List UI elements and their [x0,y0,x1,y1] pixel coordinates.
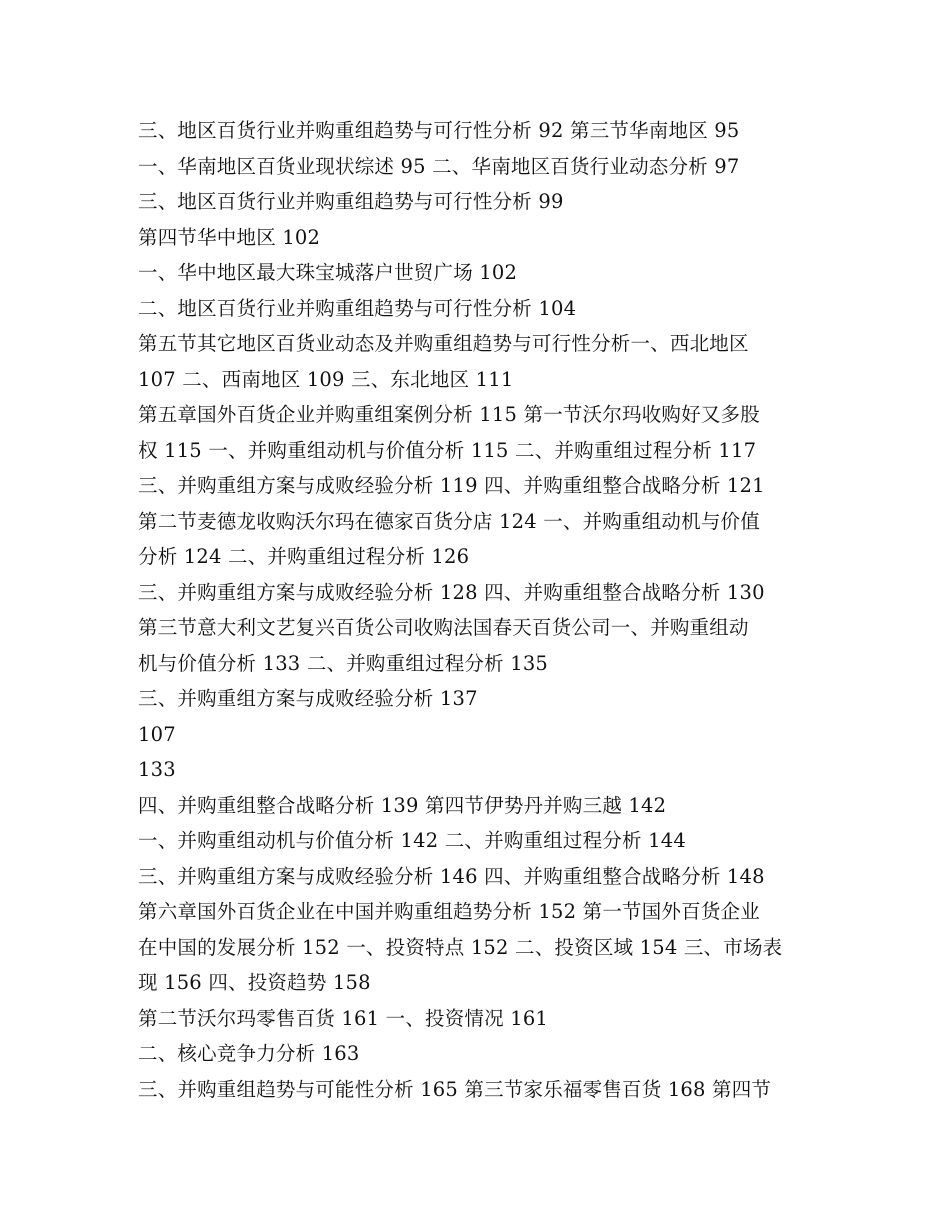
text-line: 三、并购重组方案与成败经验分析 137 [138,687,478,710]
text-line: 三、地区百货行业并购重组趋势与可行性分析 92 第三节华南地区 95 [138,119,740,142]
text-line: 二、地区百货行业并购重组趋势与可行性分析 104 [138,296,577,320]
text-line: 第六章国外百货企业在中国并购重组趋势分析 152 第一节国外百货企业 [138,900,760,923]
text-line: 三、并购重组方案与成败经验分析 146 四、并购重组整合战略分析 148 [138,864,765,888]
text-line: 三、并购重组方案与成败经验分析 119 四、并购重组整合战略分析 121 [138,474,765,497]
text-line: 分析 124 二、并购重组过程分析 126 [138,545,470,568]
text-line: 107 [138,722,176,746]
text-line: 一、华中地区最大珠宝城落户世贸广场 102 [138,261,518,284]
text-line: 现 156 四、投资趋势 158 [138,971,371,994]
text-line: 三、并购重组趋势与可能性分析 165 第三节家乐福零售百货 168 第四节 [138,1077,772,1101]
text-line: 三、并购重组方案与成败经验分析 128 四、并购重组整合战略分析 130 [138,580,765,604]
text-line: 一、并购重组动机与价值分析 142 二、并购重组过程分析 144 [138,829,686,852]
document-body [138,113,818,1107]
text-line: 在中国的发展分析 152 一、投资特点 152 二、投资区域 154 三、市场表 [138,935,783,959]
text-line: 第二节麦德龙收购沃尔玛在德家百货分店 124 一、并购重组动机与价值 [138,509,760,533]
text-line: 机与价值分析 133 二、并购重组过程分析 135 [138,651,549,675]
text-line: 第五章国外百货企业并购重组案例分析 115 第一节沃尔玛收购好又多股 [138,403,760,426]
text-line: 第五节其它地区百货业动态及并购重组趋势与可行性分析一、西北地区 [138,332,749,355]
text-line: 133 [138,758,176,781]
text-line: 第三节意大利文艺复兴百货公司收购法国春天百货公司一、并购重组动 [138,616,749,639]
text-line: 三、地区百货行业并购重组趋势与可行性分析 99 [138,190,564,213]
text-line: 第四节华中地区 102 [138,225,321,249]
text-line: 107 二、西南地区 109 三、东北地区 111 [138,367,514,391]
text-line: 四、并购重组整合战略分析 139 第四节伊势丹并购三越 142 [138,793,667,817]
text-line: 一、华南地区百货业现状综述 95 二、华南地区百货行业动态分析 97 [138,154,740,178]
text-line: 权 115 一、并购重组动机与价值分析 115 二、并购重组过程分析 117 [138,438,757,462]
text-line: 二、核心竞争力分析 163 [138,1042,360,1065]
text-line: 第二节沃尔玛零售百货 161 一、投资情况 161 [138,1006,549,1030]
